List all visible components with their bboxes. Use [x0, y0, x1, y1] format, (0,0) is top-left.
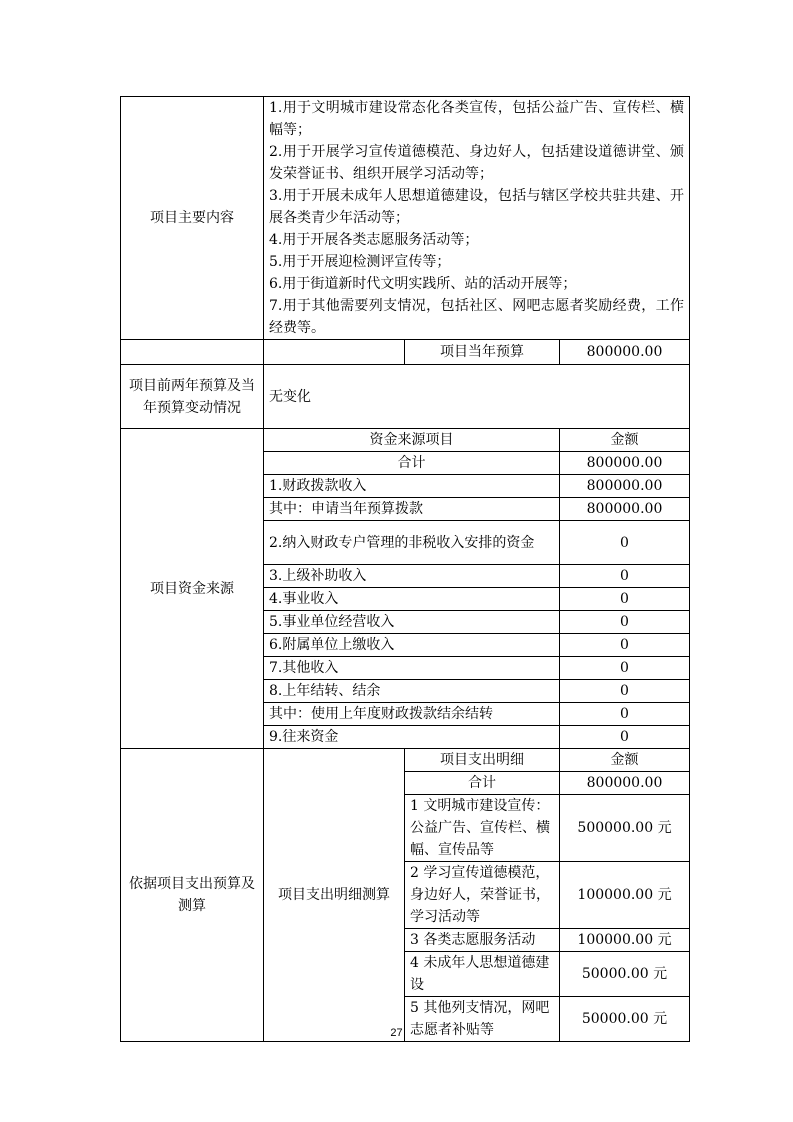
main-content-row — [121, 97, 690, 340]
budget-table — [120, 96, 690, 1042]
funding-item: 6.附属单位上缴收入 — [264, 634, 560, 657]
expenditure-label: 依据项目支出预算及测算 — [121, 749, 264, 1042]
main-content-list — [264, 97, 690, 340]
change-value: 无变化 — [264, 365, 690, 429]
funding-item: 1.财政拨款收入 — [264, 475, 560, 498]
funding-item: 5.事业单位经营收入 — [264, 611, 560, 634]
expenditure-header-row — [121, 749, 690, 772]
expenditure-sub-label: 项目支出明细测算 — [264, 749, 405, 1042]
funding-amount: 0 — [560, 726, 690, 749]
page-number: 27 — [390, 1027, 403, 1039]
funding-item: 7.其他收入 — [264, 657, 560, 680]
empty-cell — [264, 340, 405, 365]
content-item: 2.用于开展学习宣传道德模范、身边好人，包括建设道德讲堂、颁发荣誉证书、组织开展学习活动等； — [269, 144, 684, 182]
content-item: 6.用于街道新时代文明实践所、站的活动开展等； — [269, 276, 577, 292]
funding-amount: 0 — [560, 588, 690, 611]
funding-amount: 800000.00 — [560, 475, 690, 498]
budget-value: 800000.00 — [560, 340, 690, 365]
funding-amount: 800000.00 — [560, 452, 690, 475]
content-item: 3.用于开展未成年人思想道德建设，包括与辖区学校共驻共建、开展各类青少年活动等； — [269, 188, 684, 226]
content-item: 1.用于文明城市建设常态化各类宣传，包括公益广告、宣传栏、横幅等； — [269, 100, 684, 138]
funding-item: 合计 — [264, 452, 560, 475]
expenditure-item: 2 学习宣传道德模范，身边好人，荣誉证书，学习活动等 — [405, 862, 560, 929]
funding-amount: 0 — [560, 703, 690, 726]
funding-item: 3.上级补助收入 — [264, 565, 560, 588]
expenditure-item: 4 未成年人思想道德建设 — [405, 952, 560, 997]
funding-amount: 0 — [560, 680, 690, 703]
funding-item: 9.往来资金 — [264, 726, 560, 749]
expenditure-header-amount: 金额 — [560, 749, 690, 772]
funding-amount: 0 — [560, 565, 690, 588]
main-content-label: 项目主要内容 — [121, 97, 264, 340]
funding-amount: 0 — [560, 611, 690, 634]
expenditure-item: 合计 — [405, 772, 560, 795]
budget-row — [121, 340, 690, 365]
expenditure-amount: 100000.00 元 — [560, 862, 690, 929]
expenditure-item: 5 其他列支情况，网吧志愿者补贴等 — [405, 997, 560, 1042]
budget-label: 项目当年预算 — [405, 340, 560, 365]
funding-item: 2.纳入财政专户管理的非税收入安排的资金 — [264, 521, 560, 565]
content-item: 5.用于开展迎检测评宣传等； — [269, 254, 451, 270]
expenditure-amount: 50000.00 元 — [560, 952, 690, 997]
funding-item: 其中：申请当年预算拨款 — [264, 498, 560, 521]
empty-cell — [121, 340, 264, 365]
change-label: 项目前两年预算及当年预算变动情况 — [121, 365, 264, 429]
change-row — [121, 365, 690, 429]
funding-amount: 0 — [560, 521, 690, 565]
expenditure-amount: 500000.00 元 — [560, 795, 690, 862]
expenditure-item: 1 文明城市建设宣传：公益广告、宣传栏、横幅、宣传品等 — [405, 795, 560, 862]
funding-item: 4.事业收入 — [264, 588, 560, 611]
funding-amount: 800000.00 — [560, 498, 690, 521]
content-item: 4.用于开展各类志愿服务活动等； — [269, 232, 479, 248]
funding-item: 8.上年结转、结余 — [264, 680, 560, 703]
expenditure-amount: 800000.00 — [560, 772, 690, 795]
funding-label: 项目资金来源 — [121, 429, 264, 749]
expenditure-header-item: 项目支出明细 — [405, 749, 560, 772]
expenditure-amount: 100000.00 元 — [560, 929, 690, 952]
expenditure-amount: 50000.00 元 — [560, 997, 690, 1042]
content-item: 7.用于其他需要列支情况，包括社区、网吧志愿者奖励经费，工作经费等。 — [269, 298, 684, 336]
funding-item: 其中：使用上年度财政拨款结余结转 — [264, 703, 560, 726]
expenditure-item: 3 各类志愿服务活动 — [405, 929, 560, 952]
funding-header-row — [121, 429, 690, 452]
funding-header-item: 资金来源项目 — [264, 429, 560, 452]
funding-amount: 0 — [560, 657, 690, 680]
funding-header-amount: 金额 — [560, 429, 690, 452]
funding-amount: 0 — [560, 634, 690, 657]
